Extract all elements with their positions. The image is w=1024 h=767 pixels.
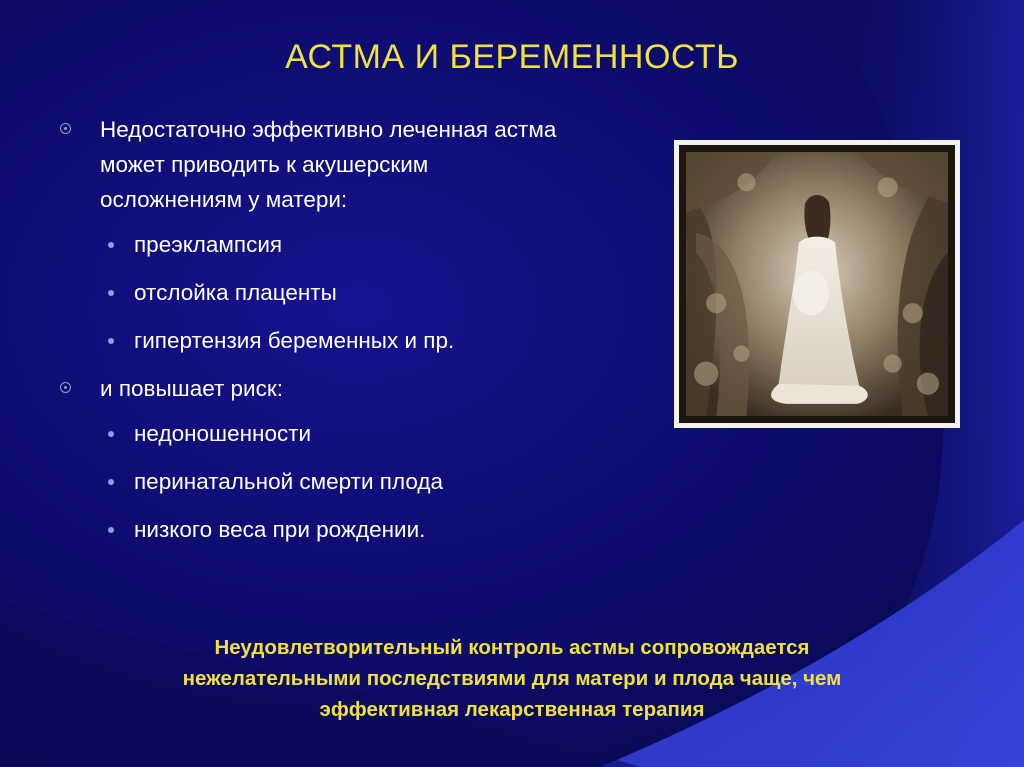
sub-bullet-item — [58, 512, 658, 547]
sepia-photo-illustration — [686, 152, 948, 416]
sub-bullet-text: недоношенности — [134, 421, 312, 446]
sub-bullet-text: преэклампсия — [134, 232, 283, 257]
dot-bullet-icon — [108, 242, 114, 248]
bullet-text: Недостаточно эффективно леченная астма может приводить к акушерским осложнениям у матери: — [100, 117, 557, 212]
dot-bullet-icon — [108, 527, 114, 533]
sub-bullet-text: низкого веса при рождении. — [134, 517, 426, 542]
slide-title: АСТМА И БЕРЕМЕННОСТЬ — [285, 38, 739, 76]
dot-bullet-icon — [108, 338, 114, 344]
dot-bullet-icon — [108, 290, 114, 296]
conclusion-note: Неудовлетворительный контроль астмы сопровождается нежелательными последствиями для матери и плода чаще, чем эффективная лекарственная терапия — [182, 636, 842, 721]
photo-pregnant-woman-in-garden — [679, 145, 955, 423]
photo-frame — [674, 140, 960, 428]
circle-bullet-icon — [60, 382, 71, 393]
sub-bullet-item — [58, 416, 658, 451]
dot-bullet-icon — [108, 479, 114, 485]
bullet-list — [58, 112, 658, 560]
sub-bullet-text: отслойка плаценты — [134, 280, 337, 305]
circle-bullet-icon — [60, 123, 71, 134]
bullet-item — [58, 371, 658, 406]
bullet-item — [58, 112, 658, 217]
sub-bullet-item — [58, 275, 658, 310]
sub-bullet-text: перинатальной смерти плода — [134, 469, 444, 494]
sub-bullet-item — [58, 464, 658, 499]
sub-bullet-item — [58, 323, 658, 358]
sub-bullet-text: гипертензия беременных и пр. — [134, 328, 455, 353]
sub-bullet-item — [58, 227, 658, 262]
bullet-text: и повышает риск: — [100, 376, 283, 401]
dot-bullet-icon — [108, 431, 114, 437]
